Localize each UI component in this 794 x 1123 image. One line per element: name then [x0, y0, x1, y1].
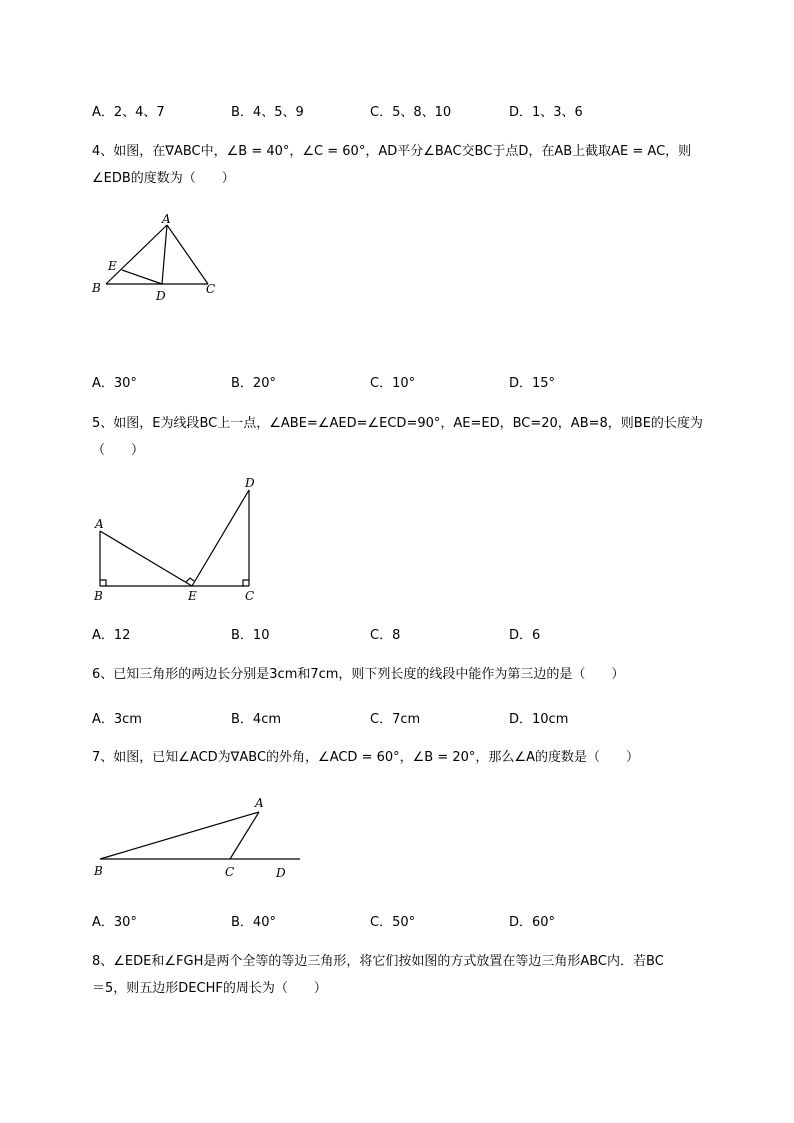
q4-label-c: C: [206, 282, 216, 296]
q4-stem-line1: 4、如图，在∇ABC中，∠B = 40°，∠C = 60°，AD平分∠BAC交BC于点D，在AB上截取AE = AC，则: [92, 144, 692, 159]
q5-label-b: B: [94, 589, 103, 603]
q4-option-d: D．15°: [509, 376, 556, 391]
q5-label-e: E: [188, 589, 197, 603]
q4-option-a: A．30°: [92, 376, 137, 391]
q8-stem: [92, 948, 742, 1002]
q6-stem: [92, 661, 742, 688]
q5-right-angle-e: [186, 578, 194, 582]
q4-label-e: E: [108, 259, 117, 273]
q8-stem-line2: ＝5，则五边形DECHF的周长为（ ）: [92, 981, 327, 996]
q4-option-b: B．20°: [231, 376, 276, 391]
q8-stem-line1: 8、∠EDE和∠FGH是两个全等的等边三角形，将它们按如图的方式放置在等边三角形ABC内．若BC: [92, 954, 664, 969]
q5-stem-line2: （ ）: [92, 443, 145, 458]
q7-option-d: D．60°: [509, 915, 556, 930]
q5-figure: [88, 476, 268, 606]
q7-label-a: A: [255, 796, 264, 810]
q3-option-a: A．2、4、7: [92, 105, 165, 120]
q4-segment-ac: [167, 225, 208, 284]
q7-label-b: B: [94, 864, 103, 878]
q7-segment-ba: [100, 812, 259, 859]
q7-options: [92, 911, 648, 930]
q5-label-c: C: [245, 589, 255, 603]
q4-options: [92, 372, 648, 391]
q4-segment-ad: [162, 225, 167, 284]
q7-label-c: C: [225, 865, 235, 879]
q5-right-angle-c: [243, 580, 249, 586]
q7-option-b: B．40°: [231, 915, 276, 930]
q5-stem-line1: 5、如图，E为线段BC上一点，∠ABE=∠AED=∠ECD=90°，AE=ED，BC=20，AB=8，则BE的长度为: [92, 416, 703, 431]
q6-option-c: C．7cm: [370, 712, 421, 727]
q7-option-a: A．30°: [92, 915, 137, 930]
q5-label-a: A: [95, 517, 104, 531]
q5-option-c: C．8: [370, 628, 401, 643]
q7-stem-line1: 7、如图，已知∠ACD为∇ABC的外角，∠ACD = 60°，∠B = 20°，那么∠A的度数是（ ）: [92, 750, 639, 765]
q4-stem: [92, 138, 742, 192]
q4-option-c: C．10°: [370, 376, 416, 391]
q4-segment-ed: [122, 270, 162, 284]
q6-stem-line1: 6、已知三角形的两边长分别是3cm和7cm，则下列长度的线段中能作为第三边的是（ ）: [92, 667, 625, 682]
q5-segment-ae: [100, 531, 192, 586]
q5-option-d: D．6: [509, 628, 541, 643]
q6-options: [92, 708, 648, 727]
q3-option-b: B．4、5、9: [231, 105, 304, 120]
q3-option-c: C．5、8、10: [370, 105, 452, 120]
q7-stem: [92, 744, 742, 771]
q6-option-a: A．3cm: [92, 712, 142, 727]
q5-option-b: B．10: [231, 628, 270, 643]
q4-stem-line2: ∠EDB的度数为（ ）: [92, 171, 235, 186]
q4-label-b: B: [92, 281, 101, 295]
q5-right-angle-b: [100, 580, 106, 586]
q4-label-a: A: [162, 212, 171, 226]
q3-option-d: D．1、3、6: [509, 105, 583, 120]
q3-options: [92, 101, 648, 120]
q6-option-b: B．4cm: [231, 712, 282, 727]
q5-option-a: A．12: [92, 628, 131, 643]
q7-figure: [88, 792, 308, 884]
q7-label-d: D: [276, 866, 286, 880]
q6-option-d: D．10cm: [509, 712, 569, 727]
q5-stem: [92, 410, 742, 464]
q7-option-c: C．50°: [370, 915, 416, 930]
q5-label-d: D: [245, 476, 255, 490]
q4-label-d: D: [156, 289, 166, 303]
q5-options: [92, 624, 648, 643]
q5-segment-ed: [192, 490, 249, 586]
q4-figure: [88, 210, 228, 310]
